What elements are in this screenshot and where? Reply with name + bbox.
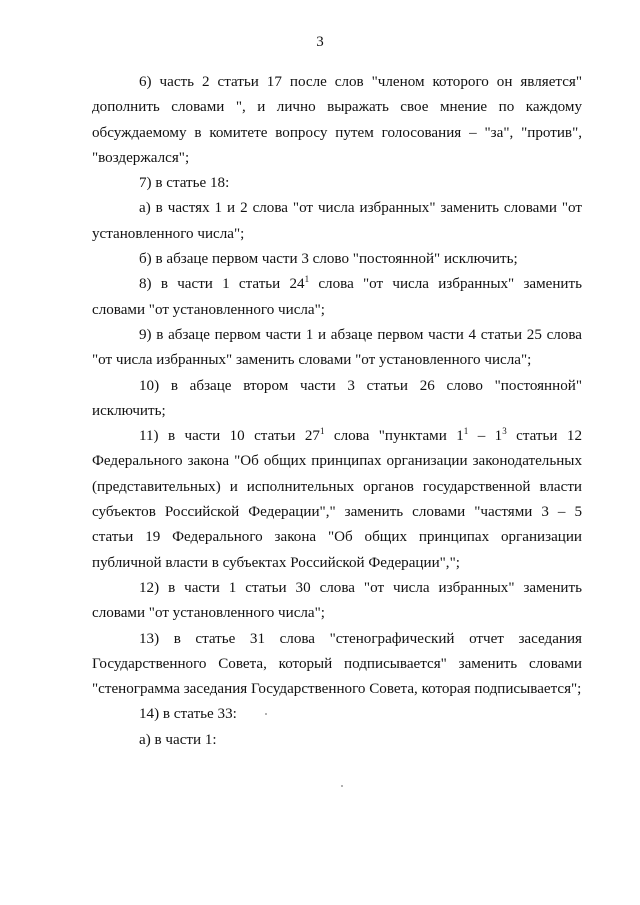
paragraph-item-6: 6) часть 2 статьи 17 после слов "членом которого он является" дополнить словами ", и лично выражать свое мнение по каждому обсуждаемому в комитете вопросу путем голосования – "за", "против", "воздержался"; xyxy=(92,74,582,166)
superscript: 1 xyxy=(304,274,310,285)
paragraph-item-7: 7) в статье 18: xyxy=(139,175,230,192)
superscript: 3 xyxy=(502,426,507,437)
paragraph-item-7a: а) в частях 1 и 2 слова "от числа избранных" заменить словами "от установленного числа"; xyxy=(92,200,582,242)
paragraph-item-11-text-d: статьи 12 Федерального закона "Об общих принципах организации законодательных (представительных) и исполнительных органов государственной власти субъектов Российской Федерации"," заменить словами "частями 3 – 5 статьи 19 Федерального закона "Об общих принципах организации публичной власти в субъектах Российской Федерации","; xyxy=(92,428,582,571)
paragraph-item-8-text-b: слова "от числа избранных" заменить словами "от установленного числа"; xyxy=(92,276,582,318)
page-number: 3 xyxy=(316,34,324,50)
scan-speck xyxy=(341,785,343,787)
paragraph-item-11-text-b: слова "пунктами 1 xyxy=(324,428,464,445)
paragraph-item-11 xyxy=(92,424,582,576)
paragraph-item-9: 9) в абзаце первом части 1 и абзаце первом части 4 статьи 25 слова "от числа избранных" заменить словами "от установленного числа"; xyxy=(92,326,582,369)
paragraph-item-11-text-a: 11) в части 10 статьи 27 xyxy=(139,428,320,445)
superscript: 1 xyxy=(463,426,469,437)
paragraph-item-14a: а) в части 1: xyxy=(139,731,217,748)
paragraph-item-8 xyxy=(92,272,582,323)
scan-speck xyxy=(265,713,267,715)
paragraph-item-14: 14) в статье 33: xyxy=(139,706,237,723)
superscript: 1 xyxy=(319,426,325,437)
paragraph-item-7b: б) в абзаце первом части 3 слово "постоянной" исключить; xyxy=(139,251,518,268)
paragraph-item-11-text-c: – 1 xyxy=(468,428,503,445)
paragraph-item-10: 10) в абзаце втором части 3 статьи 26 слово "постоянной" исключить; xyxy=(92,377,582,419)
paragraph-item-8-text-a: 8) в части 1 статьи 24 xyxy=(139,276,305,293)
paragraph-item-13: 13) в статье 31 слова "стенографический отчет заседания Государственного Совета, который подписывается" заменить словами "стенограмма заседания Государственного Совета, которая подписывается"; xyxy=(92,630,582,698)
document-body xyxy=(92,70,582,753)
paragraph-item-12: 12) в части 1 статьи 30 слова "от числа избранных" заменить словами "от установленного числа"; xyxy=(92,579,582,622)
